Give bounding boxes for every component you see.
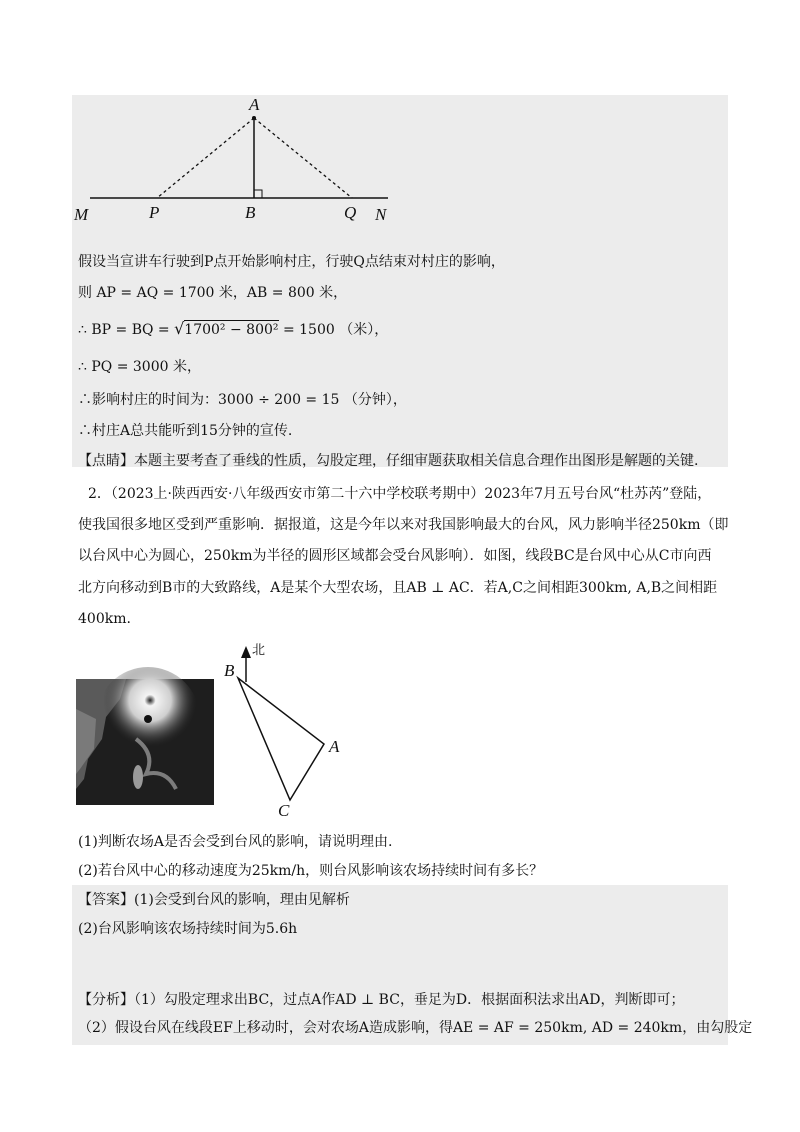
label-A2: A [329, 737, 340, 756]
figure-perpendicular-diagram [0, 0, 800, 240]
solution-line-3: ∴ BP = BQ = √1700² − 800² = 1500 （米）， [78, 319, 389, 338]
right-angle-mark [254, 190, 262, 198]
solution-line-4: ∴ PQ = 3000 米， [78, 359, 201, 375]
label-B: B [245, 203, 256, 222]
label-C2: C [278, 801, 290, 820]
problem2-line-1: 2．（2023上·陕西西安·八年级西安市第二十六中学校联考期中）2023年7月五号台风“杜苏芮”登陆， [88, 486, 712, 502]
solution-line-1: 假设当宣讲车行驶到P点开始影响村庄，行驶Q点结束对村庄的影响， [78, 254, 505, 270]
solution-line-3-prefix: ∴ BP = BQ = [78, 322, 175, 338]
segment-AQ [254, 118, 352, 198]
analysis-line-2: （2）假设台风在线段EF上移动时，会对农场A造成影响，得AE = AF = 250km, AD = 240km，由勾股定 [78, 1020, 753, 1036]
problem2-line-3: 以台风中心为圆心，250km为半径的圆形区域都会受台风影响）．如图，线段BC是台风中心从C市向西 [78, 548, 712, 564]
answer-line-2: (2)台风影响该农场持续时间为5.6h [78, 921, 298, 937]
label-B2: B [224, 661, 235, 680]
label-P: P [149, 203, 160, 222]
solution-line-6: ∴村庄A总共能听到15分钟的宣传. [78, 423, 293, 439]
segment-AP [157, 118, 254, 198]
solution-line-3-suffix: = 1500 （米）， [278, 322, 389, 338]
comment-line: 【点睛】本题主要考查了垂线的性质，勾股定理，仔细审题获取相关信息合理作出图形是解题的关键. [78, 453, 699, 469]
figure-triangle-diagram [0, 640, 800, 840]
sqrt-radicand: 1700² − 800² [184, 322, 279, 338]
problem2-line-5: 400km. [78, 611, 131, 627]
point-A [252, 116, 256, 120]
solution-line-5: ∴影响村庄的时间为：3000 ÷ 200 = 15 （分钟）， [78, 392, 407, 408]
label-M: M [74, 205, 89, 224]
triangle-ABC [238, 678, 324, 800]
north-arrow-head [241, 646, 251, 658]
label-A: A [249, 95, 260, 114]
problem2-line-4: 北方向移动到B市的大致路线，A是某个大型农场，且AB ⊥ AC．若A,C之间相距300km, A,B之间相距 [78, 580, 718, 596]
solution-line-2: 则 AP = AQ = 1700 米，AB = 800 米， [78, 285, 348, 301]
north-label: 北 [252, 643, 266, 658]
analysis-line-1: 【分析】（1）勾股定理求出BC，过点A作AD ⊥ BC，垂足为D．根据面积法求出AD，判断即可； [78, 992, 685, 1008]
label-N: N [375, 205, 387, 224]
question-1: (1)判断农场A是否会受到台风的影响，请说明理由. [78, 834, 393, 850]
problem2-line-2: 使我国很多地区受到严重影响．据报道，这是今年以来对我国影响最大的台风，风力影响半径250km（即 [78, 517, 729, 533]
label-Q: Q [344, 203, 357, 222]
question-2: (2)若台风中心的移动速度为25km/h，则台风影响该农场持续时间有多长？ [78, 863, 544, 879]
answer-line-1: 【答案】(1)会受到台风的影响，理由见解析 [78, 892, 350, 908]
